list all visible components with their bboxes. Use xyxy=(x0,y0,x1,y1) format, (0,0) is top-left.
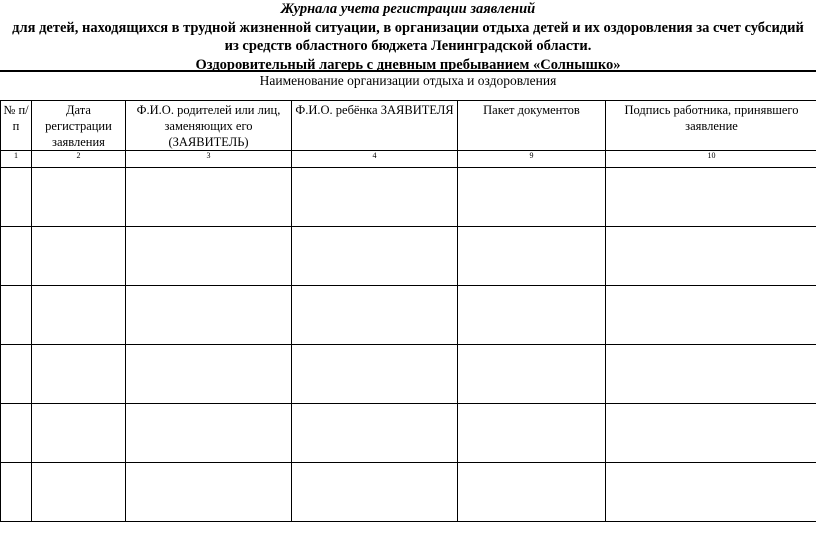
column-number: 3 xyxy=(126,151,292,168)
table-cell xyxy=(606,168,816,227)
table-cell xyxy=(292,227,458,286)
table-cell xyxy=(32,463,126,522)
table-cell xyxy=(606,345,816,404)
table-cell xyxy=(458,168,606,227)
column-header-applicant-name: Ф.И.О. родителей или лиц, заменяющих его (ЗАЯВИТЕЛЬ) xyxy=(126,101,292,151)
column-number: 4 xyxy=(292,151,458,168)
column-number: 9 xyxy=(458,151,606,168)
table-cell xyxy=(1,286,32,345)
table-cell xyxy=(126,168,292,227)
org-name-caption: Наименование организации отдыха и оздоровления xyxy=(259,73,557,88)
column-number: 1 xyxy=(1,151,32,168)
table-cell xyxy=(32,345,126,404)
column-number-row xyxy=(1,151,816,168)
column-number: 10 xyxy=(606,151,816,168)
table-cell xyxy=(1,404,32,463)
table-cell xyxy=(292,168,458,227)
table-cell xyxy=(606,286,816,345)
column-header-documents: Пакет документов xyxy=(458,101,606,151)
table-row xyxy=(1,168,816,227)
table-cell xyxy=(1,463,32,522)
table-cell xyxy=(292,404,458,463)
column-header-registration-date: Дата регистрации заявления xyxy=(32,101,126,151)
table-cell xyxy=(606,463,816,522)
table-cell xyxy=(458,463,606,522)
column-header-number: № п/п xyxy=(1,101,32,151)
table-row xyxy=(1,463,816,522)
table-row xyxy=(1,404,816,463)
document-subtitle-line1: для детей, находящихся в трудной жизненной ситуации, в организации отдыха детей и их оздоровления за счет субсидий xyxy=(12,19,804,36)
table-cell xyxy=(458,345,606,404)
table-cell xyxy=(606,227,816,286)
table-cell xyxy=(458,286,606,345)
table-cell xyxy=(458,404,606,463)
table-cell xyxy=(292,345,458,404)
document-title: Журнала учета регистрации заявлений xyxy=(280,1,536,17)
document-subtitle-line2: из средств областного бюджета Ленинградской области. xyxy=(224,38,592,54)
header-divider xyxy=(0,70,816,72)
table-cell xyxy=(32,286,126,345)
table-cell xyxy=(32,404,126,463)
column-header-signature: Подпись работника, принявшего заявление xyxy=(606,101,816,151)
registration-journal-table xyxy=(0,100,816,522)
table-cell xyxy=(126,404,292,463)
column-header-child-name: Ф.И.О. ребёнка ЗАЯВИТЕЛЯ xyxy=(292,101,458,151)
table-cell xyxy=(1,227,32,286)
table-cell xyxy=(1,168,32,227)
table-cell xyxy=(606,404,816,463)
camp-name: Оздоровительный лагерь с дневным пребыванием «Солнышко» xyxy=(195,56,621,73)
table-cell xyxy=(126,286,292,345)
document-header xyxy=(0,0,816,74)
table-cell xyxy=(32,227,126,286)
table-cell xyxy=(292,463,458,522)
table-row xyxy=(1,286,816,345)
column-number: 2 xyxy=(32,151,126,168)
table-cell xyxy=(1,345,32,404)
table-cell xyxy=(292,286,458,345)
table-body xyxy=(1,168,816,522)
table-cell xyxy=(126,345,292,404)
table-header-row xyxy=(1,101,816,151)
table-cell xyxy=(126,227,292,286)
table-cell xyxy=(32,168,126,227)
table-row xyxy=(1,345,816,404)
table-cell xyxy=(458,227,606,286)
table-row xyxy=(1,227,816,286)
table-cell xyxy=(126,463,292,522)
